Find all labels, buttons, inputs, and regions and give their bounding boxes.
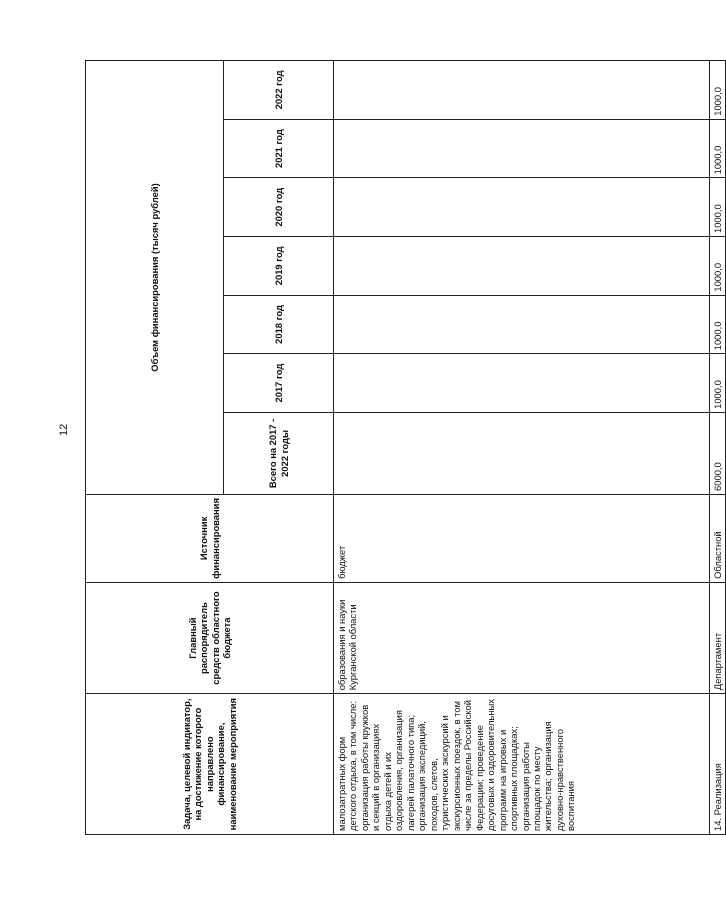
row2-total: 6000,0: [710, 412, 726, 494]
row2-source: Областной: [710, 494, 726, 582]
row2-distributor: Департамент: [710, 582, 726, 693]
row1-task: малозатратных форм детского отдыха, в том числе: организация работы кружков и секций в организациях отдыха детей и их оздоровления, организация лагерей палаточного типа; организация экспедиций, походов, слетов, туристических экскурсий и экскурсионных поездок, в том числе за пределы Российской Федерации; проведение досуговых и оздоровительных программ на игровых и спортивных площадках; организация работы площадок по месту жительства; организация духовно-нравственного воспитания: [334, 694, 710, 835]
header-year-2018: 2018 год: [224, 295, 334, 354]
row1-2018: [334, 295, 710, 354]
row2-2018: 1000,0: [710, 295, 726, 354]
header-volume-group: Объем финансирования (тысяч рублей): [86, 61, 224, 495]
row1-2017: [334, 354, 710, 413]
row2-2019: 1000,0: [710, 237, 726, 296]
row1-2020: [334, 178, 710, 237]
row1-distributor: образования и науки Курганской области: [334, 582, 710, 693]
header-distributor: Главный распорядитель средств областного бюджета: [86, 582, 334, 693]
row2-2022: 1000,0: [710, 61, 726, 120]
header-year-2022: 2022 год: [224, 61, 334, 120]
row2-2017: 1000,0: [710, 354, 726, 413]
header-year-2021: 2021 год: [224, 119, 334, 178]
row1-2021: [334, 119, 710, 178]
header-year-2017: 2017 год: [224, 354, 334, 413]
row2-task: 14. Реализация: [710, 694, 726, 835]
header-year-2019: 2019 год: [224, 237, 334, 296]
row1-2022: [334, 61, 710, 120]
table-row: [334, 61, 710, 835]
row2-2021: 1000,0: [710, 119, 726, 178]
table-row: [710, 61, 726, 835]
row2-2020: 1000,0: [710, 178, 726, 237]
header-source: Источник финансирования: [86, 494, 334, 582]
page-number: 12: [58, 423, 70, 436]
row1-2019: [334, 237, 710, 296]
header-year-2020: 2020 год: [224, 178, 334, 237]
header-total: Всего на 2017 - 2022 годы: [224, 412, 334, 494]
financing-table: [85, 60, 723, 835]
header-row-1: [86, 61, 224, 835]
header-task: Задача, целевой индикатор, на достижение которого направлено финансирование, наименование мероприятия: [86, 694, 334, 835]
row1-total: [334, 412, 710, 494]
row1-source: бюджет: [334, 494, 710, 582]
